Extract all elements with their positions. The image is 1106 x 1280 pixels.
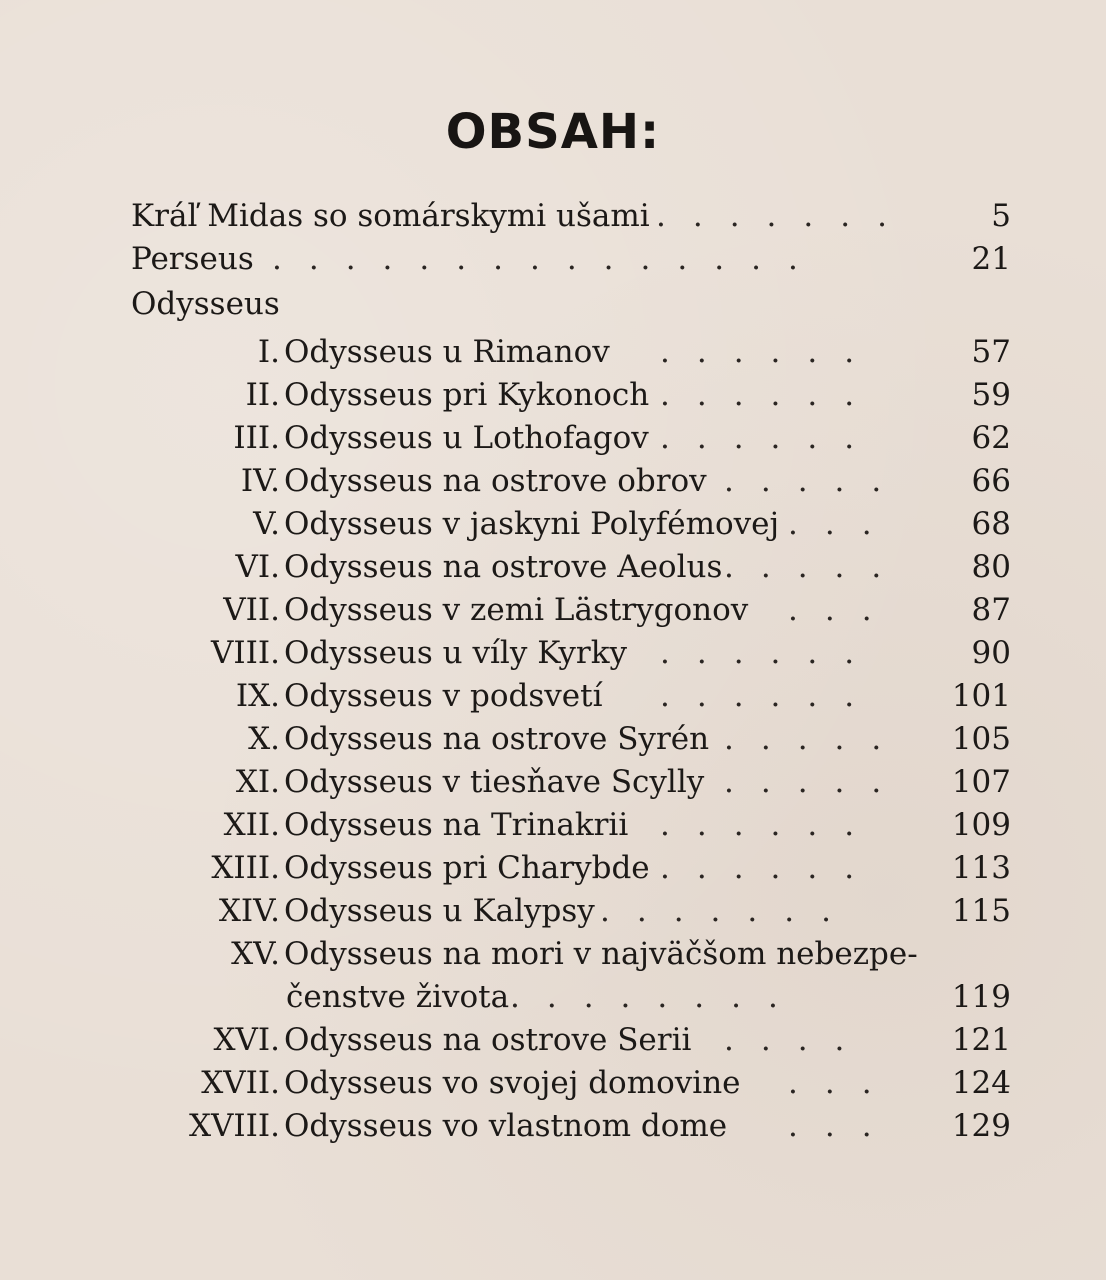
page-number: 115 — [951, 893, 1011, 929]
chapter-title: Odysseus u Rimanov — [284, 334, 610, 370]
leader-dots: ...... — [660, 377, 882, 413]
chapter-title: Odysseus v jaskyni Polyfémovej — [284, 506, 780, 542]
toc-chapter — [0, 717, 1106, 761]
page-number: 59 — [971, 377, 1011, 413]
chapter-number: VI. — [235, 549, 280, 585]
toc-chapter — [0, 502, 1106, 546]
toc-chapter — [0, 1018, 1106, 1062]
leader-dots: ....... — [600, 893, 858, 929]
chapter-title: čenstve života — [286, 979, 510, 1015]
chapter-title: Odysseus pri Kykonoch — [284, 377, 650, 413]
toc-chapter — [0, 1104, 1106, 1148]
chapter-title: Odysseus u Lothofagov — [284, 420, 649, 456]
entry-title: Kráľ Midas so somárskymi ušami — [131, 198, 650, 234]
chapter-number: III. — [233, 420, 280, 456]
chapter-number: VII. — [223, 592, 280, 628]
chapter-number: I. — [257, 334, 280, 370]
chapter-title: Odysseus na ostrove obrov — [284, 463, 707, 499]
toc-chapter — [0, 674, 1106, 718]
toc-chapter — [0, 631, 1106, 675]
page-number: 109 — [951, 807, 1011, 843]
page-number: 5 — [991, 198, 1011, 234]
toc-chapter — [0, 760, 1106, 804]
page-number: 129 — [951, 1108, 1011, 1144]
toc-chapter — [0, 373, 1106, 417]
toc-entry — [0, 237, 1106, 281]
chapter-number: XIV. — [218, 893, 280, 929]
page-number: 90 — [971, 635, 1011, 671]
page-number: 113 — [951, 850, 1011, 886]
chapter-number: XVIII. — [188, 1108, 280, 1144]
leader-dots: ..... — [724, 463, 909, 499]
chapter-title: Odysseus pri Charybde — [284, 850, 650, 886]
chapter-number: XIII. — [211, 850, 280, 886]
toc-chapter — [0, 330, 1106, 374]
toc-chapter — [0, 459, 1106, 503]
page-number: 124 — [951, 1065, 1011, 1101]
entry-title: Perseus — [131, 241, 254, 277]
toc-chapter — [0, 932, 1106, 976]
page-number: 21 — [971, 241, 1011, 277]
leader-dots: ... — [788, 592, 899, 628]
chapter-number: IX. — [235, 678, 280, 714]
chapter-title: Odysseus vo svojej domovine — [284, 1065, 741, 1101]
chapter-number: XVII. — [201, 1065, 280, 1101]
toc-chapter — [0, 846, 1106, 890]
chapter-number: II. — [245, 377, 280, 413]
leader-dots: ...... — [660, 635, 882, 671]
toc-entry — [0, 282, 1106, 326]
chapter-title: Odysseus na ostrove Serii — [284, 1022, 692, 1058]
chapter-title: Odysseus v tiesňave Scylly — [284, 764, 705, 800]
chapter-title: Odysseus u víly Kyrky — [284, 635, 627, 671]
chapter-title: Odysseus u Kalypsy — [284, 893, 595, 929]
toc-chapter — [0, 588, 1106, 632]
leader-dots: ............... — [272, 241, 825, 277]
chapter-title: Odysseus v podsvetí — [284, 678, 603, 714]
chapter-title: Odysseus na mori v najväčšom nebezpe- — [284, 936, 918, 972]
leader-dots: ...... — [660, 807, 882, 843]
chapter-title: Odysseus na ostrove Syrén — [284, 721, 710, 757]
toc-chapter — [0, 545, 1106, 589]
page-number: 87 — [971, 592, 1011, 628]
toc-chapter — [0, 803, 1106, 847]
leader-dots: ..... — [724, 721, 909, 757]
chapter-number: XI. — [235, 764, 280, 800]
page-number: 68 — [971, 506, 1011, 542]
leader-dots: ...... — [660, 678, 882, 714]
chapter-title: Odysseus na Trinakrii — [284, 807, 629, 843]
leader-dots: ....... — [656, 198, 914, 234]
chapter-title: Odysseus v zemi Lästrygonov — [284, 592, 749, 628]
chapter-number: XV. — [231, 936, 280, 972]
leader-dots: ...... — [660, 334, 882, 370]
leader-dots: ...... — [660, 850, 882, 886]
chapter-title: Odysseus na ostrove Aeolus — [284, 549, 723, 585]
leader-dots: .... — [724, 1022, 872, 1058]
page-number: 66 — [971, 463, 1011, 499]
chapter-number: V. — [253, 506, 280, 542]
leader-dots: ...... — [660, 420, 882, 456]
chapter-number: X. — [248, 721, 280, 757]
toc-chapter-continuation — [0, 975, 1106, 1019]
chapter-number: XII. — [223, 807, 280, 843]
page-number: 119 — [951, 979, 1011, 1015]
toc-chapter — [0, 1061, 1106, 1105]
toc-chapter — [0, 889, 1106, 933]
toc-chapter — [0, 416, 1106, 460]
page-title: OBSAH: — [445, 104, 661, 160]
leader-dots: ........ — [510, 979, 805, 1015]
page-number: 101 — [951, 678, 1011, 714]
leader-dots: ... — [788, 1108, 899, 1144]
chapter-number: IV. — [240, 463, 280, 499]
page-number: 105 — [951, 721, 1011, 757]
page-number: 121 — [951, 1022, 1011, 1058]
leader-dots: ..... — [724, 549, 909, 585]
leader-dots: ..... — [724, 764, 909, 800]
leader-dots: ... — [788, 1065, 899, 1101]
chapter-number: XVI. — [213, 1022, 280, 1058]
toc-entry — [0, 194, 1106, 238]
leader-dots: ... — [788, 506, 899, 542]
page-number: 80 — [971, 549, 1011, 585]
chapter-number: VIII. — [211, 635, 280, 671]
page-number: 62 — [971, 420, 1011, 456]
page-number: 57 — [971, 334, 1011, 370]
entry-title: Odysseus — [131, 286, 280, 322]
chapter-title: Odysseus vo vlastnom dome — [284, 1108, 728, 1144]
page-number: 107 — [951, 764, 1011, 800]
